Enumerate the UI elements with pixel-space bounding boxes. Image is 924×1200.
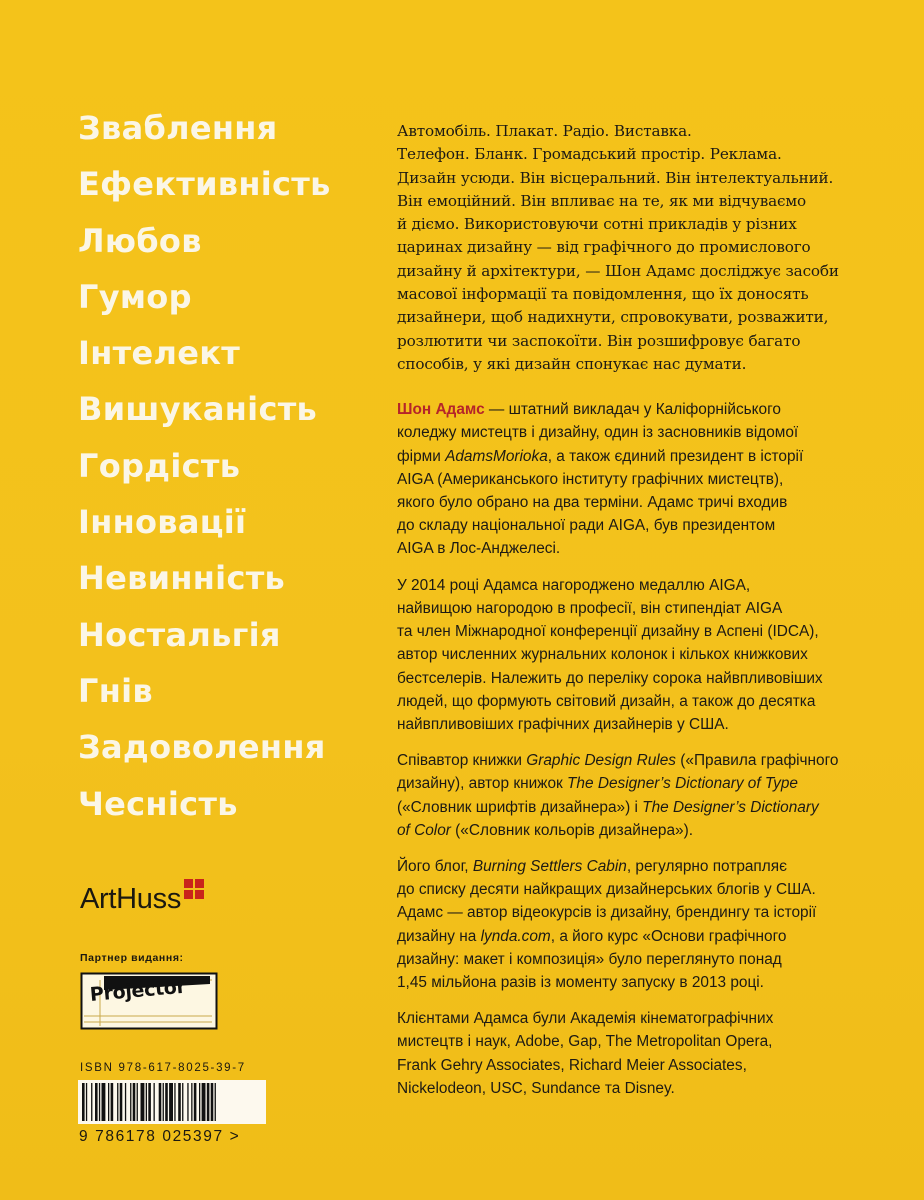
barcode-bar: [102, 1083, 106, 1121]
publisher-mark-icon: [184, 879, 204, 899]
text-line: царинах дизайну — від графічного до промислового: [397, 238, 811, 257]
publisher-logo: [80, 882, 204, 916]
text-line: до списку десяти найкращих дизайнерських блогів у США.: [397, 881, 816, 899]
text-line: якого було обрано на два терміни. Адамс тричі входив: [397, 494, 788, 512]
barcode-bar: [148, 1083, 151, 1121]
barcode-bar: [146, 1083, 147, 1121]
barcode-bar: [137, 1083, 138, 1121]
text-line: дизайну й архітектури, — Шон Адамс досліджує засоби: [397, 261, 839, 280]
word-item: Гнів: [78, 671, 153, 710]
text-line: Автомобіль. Плакат. Радіо. Виставка.: [397, 122, 692, 140]
barcode-bar: [202, 1083, 206, 1121]
text-line: Дизайн усюди. Він вісцеральний. Він інтелектуальний.: [397, 168, 834, 187]
text-line: Nickelodeon, USC, Sundance та Disney.: [397, 1079, 675, 1097]
word-item: Задоволення: [78, 728, 326, 767]
barcode-bar: [133, 1083, 136, 1121]
text-line: масової інформації та повідомлення, що їх доносять: [397, 285, 809, 304]
barcode: [78, 1080, 266, 1124]
word-item: Ностальгія: [78, 615, 281, 654]
partner-label: Партнер видання:: [80, 952, 184, 964]
text-line: розлютити чи заспокоїти. Він розшифровує багато: [397, 331, 801, 350]
barcode-bar: [130, 1083, 131, 1121]
word-item: Вишуканість: [78, 390, 318, 429]
barcode-bar: [191, 1083, 192, 1121]
barcode-bar: [108, 1083, 109, 1121]
word-list: [78, 100, 331, 832]
isbn-number: ISBN 978-617-8025-39-7: [80, 1062, 246, 1074]
description-column: [397, 120, 877, 1100]
text-line: Клієнтами Адамса були Академія кінематографічних: [397, 1010, 774, 1028]
book-title: Graphic Design Rules: [526, 752, 676, 770]
barcode-bar: [182, 1083, 183, 1121]
barcode-bar: [159, 1083, 162, 1121]
text-line: найвпливовіших графічних дизайнерів у США.: [397, 715, 729, 733]
text-line: («Словник шрифтів дизайнера») і The Designer’s Dictionary: [397, 798, 819, 816]
text-line: Його блог, Burning Settlers Cabin, регулярно потрапляє: [397, 857, 787, 875]
barcode-bar: [215, 1083, 216, 1121]
barcode-bar: [125, 1083, 126, 1121]
barcode-bar: [95, 1083, 98, 1121]
barcode-bar: [194, 1083, 197, 1121]
word-item: Інтелект: [78, 334, 241, 373]
text-line: AIGA (Американського інституту графічних мистецтв),: [397, 470, 784, 488]
barcode-bar: [91, 1083, 92, 1121]
word-item: Зваблення: [78, 109, 278, 147]
blog-title: Burning Settlers Cabin: [472, 857, 627, 875]
barcode-bar: [178, 1083, 181, 1121]
word-item: Гумор: [78, 277, 192, 316]
text-line: AIGA в Лос-Анджелесі.: [397, 540, 561, 558]
site-name: lynda.com: [480, 927, 551, 945]
text-line: дизайну), автор книжок The Designer’s Dictionary of Type: [397, 775, 798, 793]
intro-paragraph: [397, 120, 877, 376]
text-line: Співавтор книжки Graphic Design Rules («Правила графічного: [397, 752, 839, 770]
text-line: та член Міжнародної конференції дизайну в Аспені (IDCA),: [397, 623, 819, 641]
book-title: The Designer’s Dictionary of Type: [567, 775, 798, 793]
author-bio-paragraph: [397, 398, 877, 560]
text-line: Він емоційний. Він впливає на те, як ми відчуваємо: [397, 191, 807, 210]
word-item: Ефективність: [78, 165, 331, 204]
clients-paragraph: [397, 1007, 877, 1100]
text-line: бестселерів. Належить до переліку сорока найвпливовіших: [397, 669, 823, 687]
publisher-name: ArtHuss: [80, 883, 182, 915]
barcode-bar: [187, 1083, 188, 1121]
barcode-bar: [86, 1083, 87, 1121]
awards-paragraph: [397, 574, 877, 736]
text-line: й діємо. Використовуючи сотні прикладів у різних: [397, 215, 797, 234]
text-line: дизайну на lynda.com, а його курс «Основи графічного: [397, 927, 787, 945]
barcode-bar: [117, 1083, 118, 1121]
barcode-bar: [169, 1083, 173, 1121]
text-line: дизайнери, щоб надихнути, спровокувати, розважити,: [397, 308, 829, 327]
text-line: фірми AdamsMorioka, а також єдиний президент в історії: [397, 447, 804, 465]
word-item: Чесність: [78, 784, 238, 823]
barcode-bar: [163, 1083, 164, 1121]
partner-logo: [80, 972, 218, 1030]
barcode-bar: [207, 1083, 210, 1121]
barcode-bar: [120, 1083, 123, 1121]
text-line: Frank Gehry Associates, Richard Meier Associates,: [397, 1056, 747, 1074]
book-title: of Color: [397, 821, 451, 839]
text-line: Шон Адамс — штатний викладач у Каліфорнійського: [397, 401, 781, 419]
barcode-bar: [99, 1083, 100, 1121]
text-line: найвищою нагородою в професії, він стипендіат AIGA: [397, 599, 783, 617]
barcode-icon: [78, 1080, 266, 1124]
word-item: Невинність: [78, 559, 286, 598]
book-title: The Designer’s Dictionary: [642, 798, 819, 816]
author-name: Шон Адамс: [397, 401, 485, 419]
barcode-bar: [154, 1083, 155, 1121]
word-item: Любов: [78, 221, 202, 260]
barcode-bar: [111, 1083, 114, 1121]
text-line: способів, у які дизайн спонукає нас думати.: [397, 354, 747, 373]
word-item: Гордість: [78, 446, 241, 485]
barcode-bar: [199, 1083, 200, 1121]
partner-logo-text: Projector: [89, 975, 187, 1006]
text-line: У 2014 році Адамса нагороджено медаллю AIGA,: [397, 576, 751, 594]
word-item: Інновації: [78, 503, 247, 542]
blog-paragraph: [397, 855, 877, 994]
ean-digits: 9 786178 025397 >: [79, 1128, 241, 1145]
text-line: до складу національної ради AIGA, був президентом: [397, 517, 776, 535]
barcode-bar: [165, 1083, 168, 1121]
barcode-bar: [174, 1083, 175, 1121]
text-line: дизайну: макет і композиція» було переглянуто понад: [397, 950, 782, 968]
text-line: Телефон. Бланк. Громадський простір. Реклама.: [397, 145, 782, 164]
barcode-bar: [82, 1083, 85, 1121]
text-line: мистецтв і наук, Adobe, Gap, The Metropolitan Opera,: [397, 1033, 773, 1051]
text-line: автор численних журнальних колонок і кількох книжкових: [397, 646, 808, 664]
books-paragraph: [397, 749, 877, 842]
firm-name: AdamsMorioka: [445, 447, 548, 465]
text-line: of Color («Словник кольорів дизайнера»).: [397, 821, 694, 839]
text-line: 1,45 мільйона разів із моменту запуску в 2013 році.: [397, 973, 764, 991]
barcode-bar: [141, 1083, 145, 1121]
text-line: людей, що формують світовий дизайн, а також до десятка: [397, 692, 816, 710]
barcode-bar: [211, 1083, 214, 1121]
text-line: Адамс — автор відеокурсів із дизайну, брендингу та історії: [397, 904, 817, 922]
text-line: коледжу мистецтв і дизайну, один із засновників відомої: [397, 424, 799, 442]
